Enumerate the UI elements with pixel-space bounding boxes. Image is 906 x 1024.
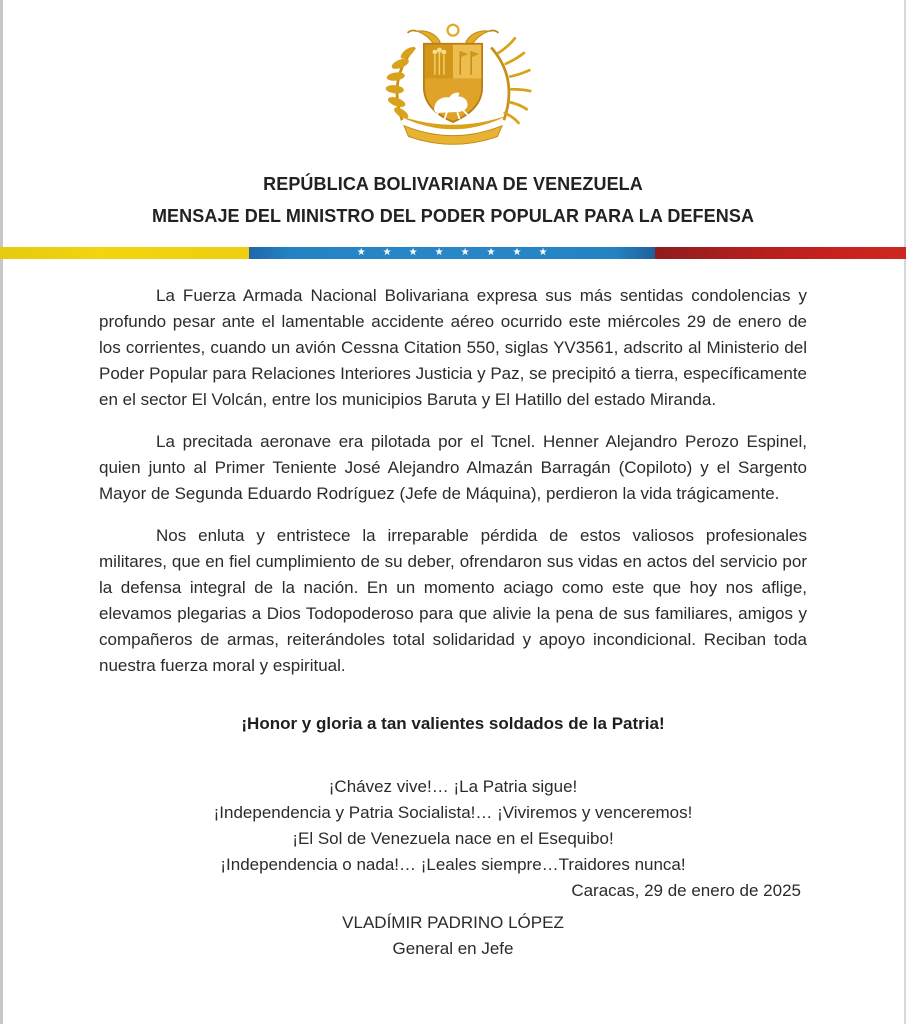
- signature-block: [99, 910, 807, 962]
- star-icon: ★: [408, 247, 418, 258]
- document-title: REPÚBLICA BOLIVARIANA DE VENEZUELA: [263, 174, 643, 194]
- star-icon: ★: [512, 247, 522, 258]
- flag-red-band: [655, 247, 906, 259]
- venezuela-coat-of-arms-icon: [362, 22, 544, 152]
- signature-name: VLADÍMIR PADRINO LÓPEZ: [342, 913, 564, 932]
- title-block: [0, 174, 906, 238]
- star-icon: ★: [356, 247, 366, 258]
- star-icon: ★: [538, 247, 548, 258]
- flag-stars: [249, 247, 655, 259]
- slogan-line: ¡Independencia y Patria Socialista!… ¡Viviremos y venceremos!: [213, 803, 693, 822]
- body-paragraph: Nos enluta y entristece la irreparable pérdida de estos valiosos profesionales militares, que en fiel cumplimiento de su deber, ofrendaron sus vidas en actos del servicio por la defensa integral de la nación. En un momento aciago como este que hoy nos aflige, elevamos plegarias a Dios Todopoderoso para que alivie la pena de sus familiares, amigos y compañeros de armas, reiterándoles total solidaridad y apoyo incondicional. Reciban toda nuestra fuerza moral y espiritual.: [99, 526, 807, 675]
- emblem-container: [0, 22, 906, 152]
- body-paragraph: La Fuerza Armada Nacional Bolivariana expresa sus más sentidas condolencias y profundo pesar ante el lamentable accidente aéreo ocurrido este miércoles 29 de enero de los corrientes, cuando un avión Cessna Citation 550, siglas YV3561, adscrito al Ministerio del Poder Popular para Relaciones Interiores Justicia y Paz, se precipitó a tierra, específicamente en el sector El Volcán, entre los municipios Baruta y El Hatillo del estado Miranda.: [99, 286, 807, 409]
- star-icon: ★: [434, 247, 444, 258]
- body-paragraph: La precitada aeronave era pilotada por el Tcnel. Henner Alejandro Perozo Espinel, quien junto al Primer Teniente José Alejandro Almazán Barragán (Copiloto) y el Sargento Mayor de Segunda Eduardo Rodríguez (Jefe de Máquina), perdieron la vida trágicamente.: [99, 432, 807, 503]
- dateline: Caracas, 29 de enero de 2025: [571, 881, 801, 900]
- flag-divider: [0, 247, 906, 259]
- star-icon: ★: [486, 247, 496, 258]
- slogan-line: ¡Chávez vive!… ¡La Patria sigue!: [328, 777, 578, 796]
- star-icon: ★: [460, 247, 470, 258]
- flag-yellow-band: [0, 247, 249, 259]
- honor-line: ¡Honor y gloria a tan valientes soldados de la Patria!: [241, 714, 665, 733]
- slogan-block: [99, 774, 807, 878]
- slogan-line: ¡Independencia o nada!… ¡Leales siempre…Traidores nunca!: [220, 855, 686, 874]
- flag-blue-band: [249, 247, 655, 259]
- document-body: [99, 283, 807, 962]
- slogan-line: ¡El Sol de Venezuela nace en el Esequibo!: [292, 829, 614, 848]
- signature-title: General en Jefe: [392, 939, 514, 958]
- scan-edge-left: [0, 0, 3, 1024]
- document-subtitle: MENSAJE DEL MINISTRO DEL PODER POPULAR PARA LA DEFENSA: [151, 206, 755, 226]
- star-icon: ★: [382, 247, 392, 258]
